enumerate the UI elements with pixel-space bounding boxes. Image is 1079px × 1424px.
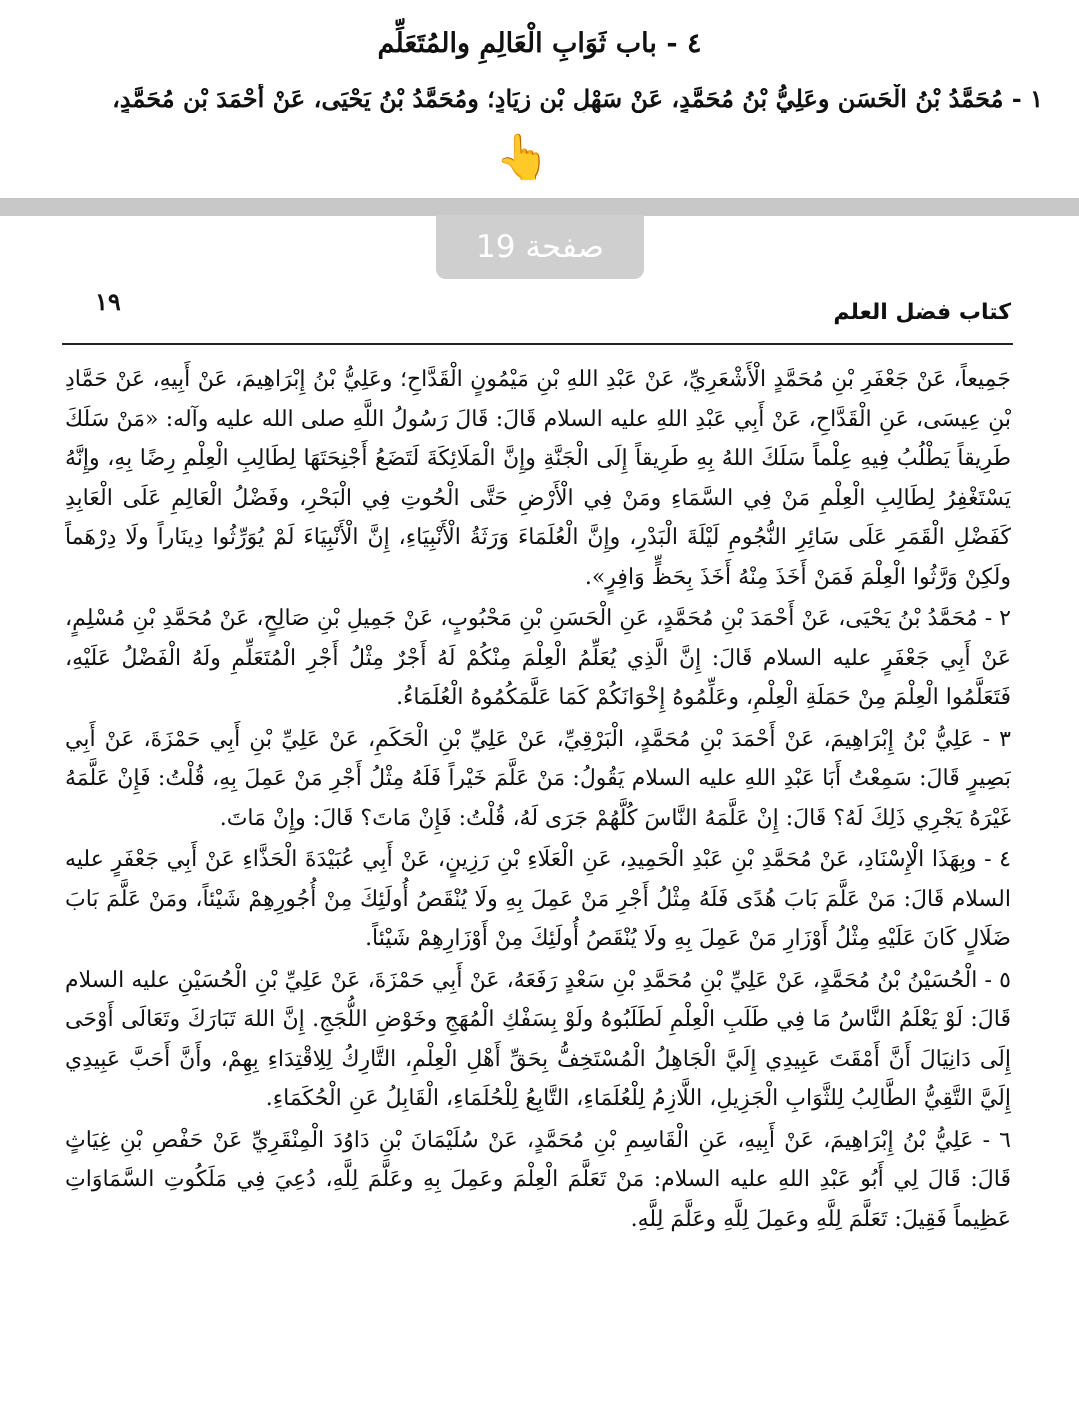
hadith-paragraph: ٦ - عَلِيُّ بْنُ إِبْرَاهِيمَ، عَنْ أَبِيهِ، عَنِ الْقَاسِمِ بْنِ مُحَمَّدٍ، عَنْ سُلَيْمَانَ بْنِ دَاوُدَ الْمِنْقَرِيِّ عَنْ حَفْصِ بْنِ غِيَاثٍ قَالَ: قَالَ لِي أَبُو عَبْدِ اللهِ عليه السلام: مَنْ تَعَلَّمَ الْعِلْمَ وعَمِلَ بِهِ وعَلَّمَ لِلَّهِ، دُعِيَ فِي مَلَكُوتِ السَّمَاوَاتِ عَظِيماً فَقِيلَ: تَعَلَّمَ لِلَّهِ وعَمِلَ لِلَّهِ وعَلَّمَ لِلَّهِ. (65, 1127, 1011, 1232)
hadith-paragraph: ٣ - عَلِيُّ بْنُ إِبْرَاهِيمَ، عَنْ أَحْمَدَ بْنِ مُحَمَّدٍ، الْبَرْقِيِّ، عَنْ عَلِيِّ بْنِ الْحَكَمِ، عَنْ عَلِيِّ بْنِ أَبِي حَمْزَةَ، عَنْ أَبِي بَصِيرٍ قَالَ: سَمِعْتُ أَبَا عَبْدِ اللهِ عليه السلام يَقُولُ: مَنْ عَلَّمَ خَيْراً فَلَهُ مِثْلُ أَجْرِ مَنْ عَمِلَ بِهِ، قُلْتُ: فَإِنْ عَلَّمَهُ غَيْرَهُ يَجْرِي ذَلِكَ لَهُ؟ قَالَ: إِنْ عَلَّمَهُ النَّاسَ كُلَّهُمْ جَرَى لَهُ، قُلْتُ: فَإِنْ مَاتَ؟ قَالَ: وإِنْ مَاتَ. (65, 726, 1011, 831)
page-number: ١٩ (95, 287, 121, 316)
header-rule (62, 343, 1013, 345)
hadith-paragraph: ٢ - مُحَمَّدُ بْنُ يَحْيَى، عَنْ أَحْمَدَ بْنِ مُحَمَّدٍ، عَنِ الْحَسَنِ بْنِ مَحْبُوبٍ، عَنْ جَمِيلِ بْنِ صَالِحٍ، عَنْ مُحَمَّدِ بْنِ مُسْلِمٍ، عَنْ أَبِي جَعْفَرٍ عليه السلام قَالَ: إِنَّ الَّذِي يُعَلِّمُ الْعِلْمَ مِنْكُمْ لَهُ أَجْرٌ مِثْلُ أَجْرِ الْمُتَعَلِّمِ ولَهُ الْفَضْلُ عَلَيْهِ، فَتَعَلَّمُوا الْعِلْمَ مِنْ حَمَلَةِ الْعِلْمِ، وعَلِّمُوهُ إِخْوَانَكُمْ كَمَا عَلَّمَكُمُوهُ الْعُلَمَاءُ. (65, 606, 1011, 710)
page-indicator-badge: صفحة 19 (436, 215, 644, 279)
pointing-hand-icon: 👆 (495, 132, 550, 183)
hadith-paragraph: جَمِيعاً، عَنْ جَعْفَرِ بْنِ مُحَمَّدٍ الْأَشْعَرِيِّ، عَنْ عَبْدِ اللهِ بْنِ مَيْمُونٍ الْقَدَّاحِ؛ وعَلِيُّ بْنُ إِبْرَاهِيمَ، عَنْ أَبِيهِ، عَنْ حَمَّادِ بْنِ عِيسَى، عَنِ الْقَدَّاحِ، عَنْ أَبِي عَبْدِ اللهِ عليه السلام قَالَ: قَالَ رَسُولُ اللَّهِ صلى الله عليه وآله: «مَنْ سَلَكَ طَرِيقاً يَطْلُبُ فِيهِ عِلْماً سَلَكَ اللهُ بِهِ طَرِيقاً إِلَى الْجَنَّةِ وإِنَّ الْمَلَائِكَةَ لَتَضَعُ أَجْنِحَتَهَا لِطَالِبِ الْعِلْمِ رِضًا بِهِ، وإِنَّهُ يَسْتَغْفِرُ لِطَالِبِ الْعِلْمِ مَنْ فِي السَّمَاءِ ومَنْ فِي الْأَرْضِ حَتَّى الْحُوتِ فِي الْبَحْرِ، وفَضْلُ الْعَالِمِ عَلَى الْعَابِدِ كَفَضْلِ الْقَمَرِ عَلَى سَائِرِ النُّجُومِ لَيْلَةَ الْبَدْرِ، وإِنَّ الْعُلَمَاءَ وَرَثَةُ الْأَنْبِيَاءِ، إِنَّ الْأَنْبِيَاءَ لَمْ يُوَرِّثُوا دِينَاراً ولَا دِرْهَماً ولَكِنْ وَرَّثُوا الْعِلْمَ فَمَنْ أَخَذَ مِنْهُ أَخَذَ بِحَظٍّ وَافِرٍ». (65, 367, 1011, 590)
page-body (65, 360, 1011, 1420)
page-separator (0, 198, 1079, 216)
previous-page-fragment (0, 0, 1079, 198)
first-hadith-chain: ١ - مُحَمَّدُ بْنُ الْحَسَنِ وعَلِيُّ بْنُ مُحَمَّدٍ، عَنْ سَهْلِ بْنِ زِيَادٍ؛ ومُحَمَّدُ بْنُ يَحْيَى، عَنْ أَحْمَدَ بْنِ مُحَمَّدٍ، (112, 84, 1043, 113)
chapter-title: ٤ - باب ثَوَابِ الْعَالِمِ والمُتَعَلِّم (377, 28, 702, 59)
hadith-paragraph: ٤ - وبِهَذَا الْإِسْنَادِ، عَنْ مُحَمَّدِ بْنِ عَبْدِ الْحَمِيدِ، عَنِ الْعَلَاءِ بْنِ رَزِينٍ، عَنْ أَبِي عُبَيْدَةَ الْحَذَّاءِ عَنْ أَبِي جَعْفَرٍ عليه السلام قَالَ: مَنْ عَلَّمَ بَابَ هُدًى فَلَهُ مِثْلُ أَجْرِ مَنْ عَمِلَ بِهِ ولَا يُنْقَصُ أُولَئِكَ مِنْ أُجُورِهِمْ شَيْئاً، ومَنْ عَلَّمَ بَابَ ضَلَالٍ كَانَ عَلَيْهِ مِثْلُ أَوْزَارِ مَنْ عَمِلَ بِهِ ولَا يُنْقَصُ أُولَئِكَ مِنْ أَوْزَارِهِمْ شَيْئاً. (65, 847, 1011, 951)
hadith-paragraph: ٥ - الْحُسَيْنُ بْنُ مُحَمَّدٍ، عَنْ عَلِيِّ بْنِ مُحَمَّدِ بْنِ سَعْدٍ رَفَعَهُ، عَنْ أَبِي حَمْزَةَ، عَنْ عَلِيِّ بْنِ الْحُسَيْنِ عليه السلام قَالَ: لَوْ يَعْلَمُ النَّاسُ مَا فِي طَلَبِ الْعِلْمِ لَطَلَبُوهُ ولَوْ بِسَفْكِ الْمُهَجِ وخَوْضِ اللُّجَجِ. إِنَّ اللهَ تَبَارَكَ وتَعَالَى أَوْحَى إِلَى دَانِيَالَ أَنَّ أَمْقَتَ عَبِيدِي إِلَيَّ الْجَاهِلُ الْمُسْتَخِفُّ بِحَقِّ أَهْلِ الْعِلْمِ، التَّارِكُ لِلِاقْتِدَاءِ بِهِمْ، وأَنَّ أَحَبَّ عَبِيدِي إِلَيَّ التَّقِيُّ الطَّالِبُ لِلثَّوَابِ الْجَزِيلِ، اللَّازِمُ لِلْعُلَمَاءِ، التَّابِعُ لِلْحُلَمَاءِ، الْقَابِلُ عَنِ الْحُكَمَاءِ. (65, 967, 1011, 1111)
book-title: كتاب فضل العلم (833, 300, 1011, 325)
